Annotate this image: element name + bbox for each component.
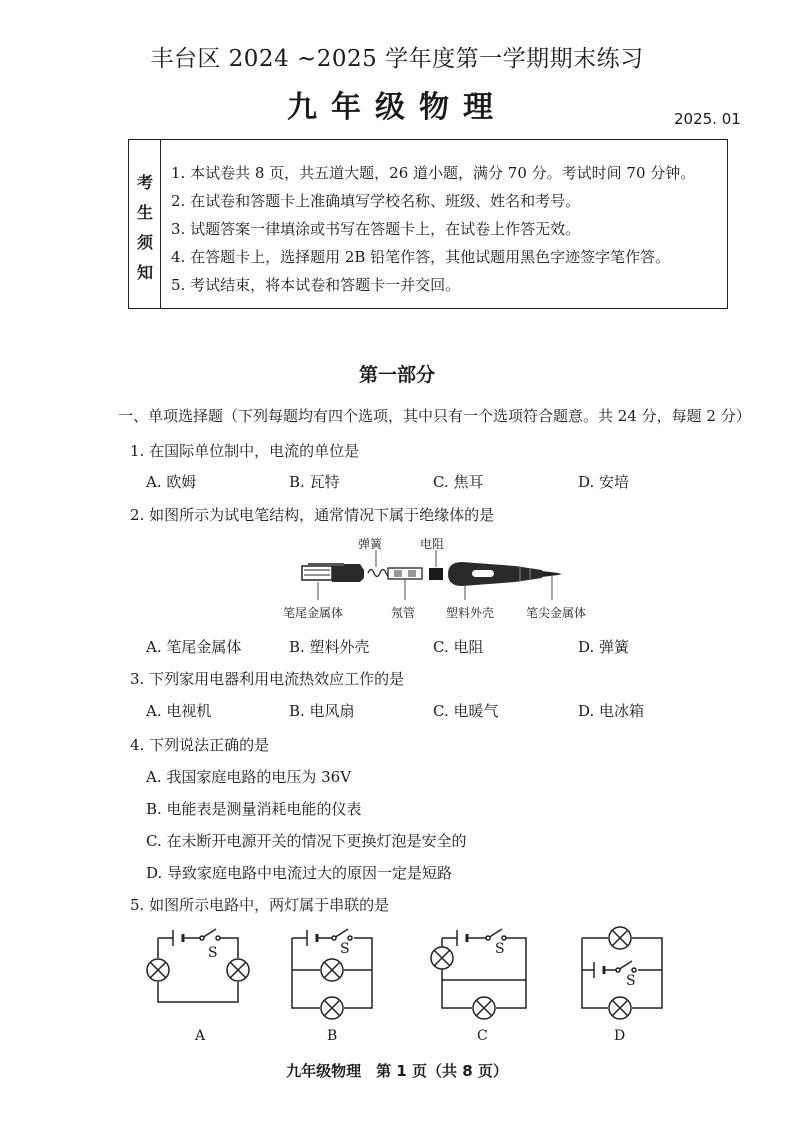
label-neon-tube: 氖管 bbox=[391, 606, 416, 620]
switch-label: S bbox=[495, 941, 505, 957]
switch-icon bbox=[332, 929, 352, 940]
circuit-label-a: A bbox=[195, 1028, 206, 1044]
circuit-label-b: B bbox=[327, 1028, 338, 1044]
label-tip-metal: 笔尖金属体 bbox=[526, 606, 587, 620]
question-1-stem: 1. 在国际单位制中，电流的单位是 bbox=[130, 442, 360, 460]
notice-item: 3. 试题答案一律填涂或书写在答题卡上，在试卷上作答无效。 bbox=[171, 220, 581, 238]
circuit-a-diagram bbox=[140, 920, 260, 1020]
q1-option-c: C. 焦耳 bbox=[433, 473, 484, 491]
notice-label-char: 生 bbox=[136, 203, 153, 222]
switch-label: S bbox=[340, 941, 350, 957]
pen-tail-metal-icon bbox=[302, 563, 364, 582]
resistor-icon bbox=[429, 568, 443, 580]
label-tail-metal: 笔尾金属体 bbox=[283, 606, 344, 620]
q3-option-a: A. 电视机 bbox=[146, 702, 212, 720]
notice-item: 5. 考试结束，将本试卷和答题卡一并交回。 bbox=[171, 276, 461, 294]
notice-item: 1. 本试卷共 8 页，共五道大题，26 道小题，满分 70 分。考试时间 70 分钟。 bbox=[171, 164, 696, 182]
plastic-shell-icon bbox=[448, 562, 542, 586]
label-plastic-shell: 塑料外壳 bbox=[446, 606, 495, 620]
circuit-c-diagram bbox=[420, 920, 540, 1020]
page-footer: 九年级物理 第 1 页（共 8 页） bbox=[286, 1062, 508, 1080]
circuit-label-c: C bbox=[477, 1028, 488, 1044]
label-spring: 弹簧 bbox=[358, 537, 383, 551]
q3-option-d: D. 电冰箱 bbox=[578, 702, 645, 720]
part-title: 第一部分 bbox=[358, 364, 435, 386]
circuit-d-diagram bbox=[570, 920, 680, 1020]
q1-option-b: B. 瓦特 bbox=[289, 473, 340, 491]
switch-icon bbox=[486, 929, 506, 940]
label-resistor: 电阻 bbox=[420, 537, 445, 551]
question-2-stem: 2. 如图所示为试电笔结构，通常情况下属于绝缘体的是 bbox=[130, 506, 495, 524]
q3-option-b: B. 电风扇 bbox=[289, 702, 355, 720]
notice-label-char: 考 bbox=[136, 173, 153, 192]
q2-option-d: D. 弹簧 bbox=[578, 638, 630, 656]
q3-option-c: C. 电暖气 bbox=[433, 702, 499, 720]
switch-label: S bbox=[626, 973, 636, 989]
battery-icon bbox=[173, 930, 183, 946]
exam-date: 2025. 01 bbox=[674, 110, 741, 128]
switch-label: S bbox=[208, 945, 218, 961]
notice-item: 2. 在试卷和答题卡上准确填写学校名称、班级、姓名和考号。 bbox=[171, 192, 581, 210]
switch-icon bbox=[616, 961, 636, 972]
q4-option-d: D. 导致家庭电路中电流过大的原因一定是短路 bbox=[146, 864, 453, 882]
notice-item: 4. 在答题卡上，选择题用 2B 铅笔作答，其他试题用黑色字迹签字笔作答。 bbox=[171, 248, 671, 266]
q1-option-a: A. 欧姆 bbox=[146, 473, 197, 491]
question-3-stem: 3. 下列家用电器利用电流热效应工作的是 bbox=[130, 670, 405, 688]
battery-icon bbox=[307, 930, 317, 946]
q1-option-d: D. 安培 bbox=[578, 473, 630, 491]
notice-label bbox=[129, 140, 161, 308]
exam-title: 丰台区 2024 ~2025 学年度第一学期期末练习 bbox=[150, 46, 644, 72]
q4-option-c: C. 在未断开电源开关的情况下更换灯泡是安全的 bbox=[146, 832, 467, 850]
q4-option-a: A. 我国家庭电路的电压为 36V bbox=[146, 768, 352, 786]
switch-icon bbox=[200, 929, 220, 940]
notice-label-char: 须 bbox=[136, 233, 153, 252]
q4-option-b: B. 电能表是测量消耗电能的仪表 bbox=[146, 800, 362, 818]
circuit-b-diagram bbox=[280, 920, 390, 1020]
section-title: 一、单项选择题（下列每题均有四个选项，其中只有一个选项符合题意。共 24 分，每题 2 分） bbox=[118, 407, 751, 425]
q2-option-a: A. 笔尾金属体 bbox=[146, 638, 242, 656]
question-4-stem: 4. 下列说法正确的是 bbox=[130, 736, 270, 754]
notice-label-char: 知 bbox=[136, 263, 153, 282]
circuit-label-d: D bbox=[614, 1028, 626, 1044]
notice-box bbox=[128, 139, 728, 309]
question-5-stem: 5. 如图所示电路中，两灯属于串联的是 bbox=[130, 896, 390, 914]
battery-icon bbox=[594, 962, 604, 978]
exam-subject: 九年级物理 bbox=[287, 90, 507, 125]
battery-icon bbox=[457, 930, 467, 946]
q2-option-c: C. 电阻 bbox=[433, 638, 484, 656]
neon-tube-icon bbox=[388, 568, 422, 579]
q2-option-b: B. 塑料外壳 bbox=[289, 638, 370, 656]
